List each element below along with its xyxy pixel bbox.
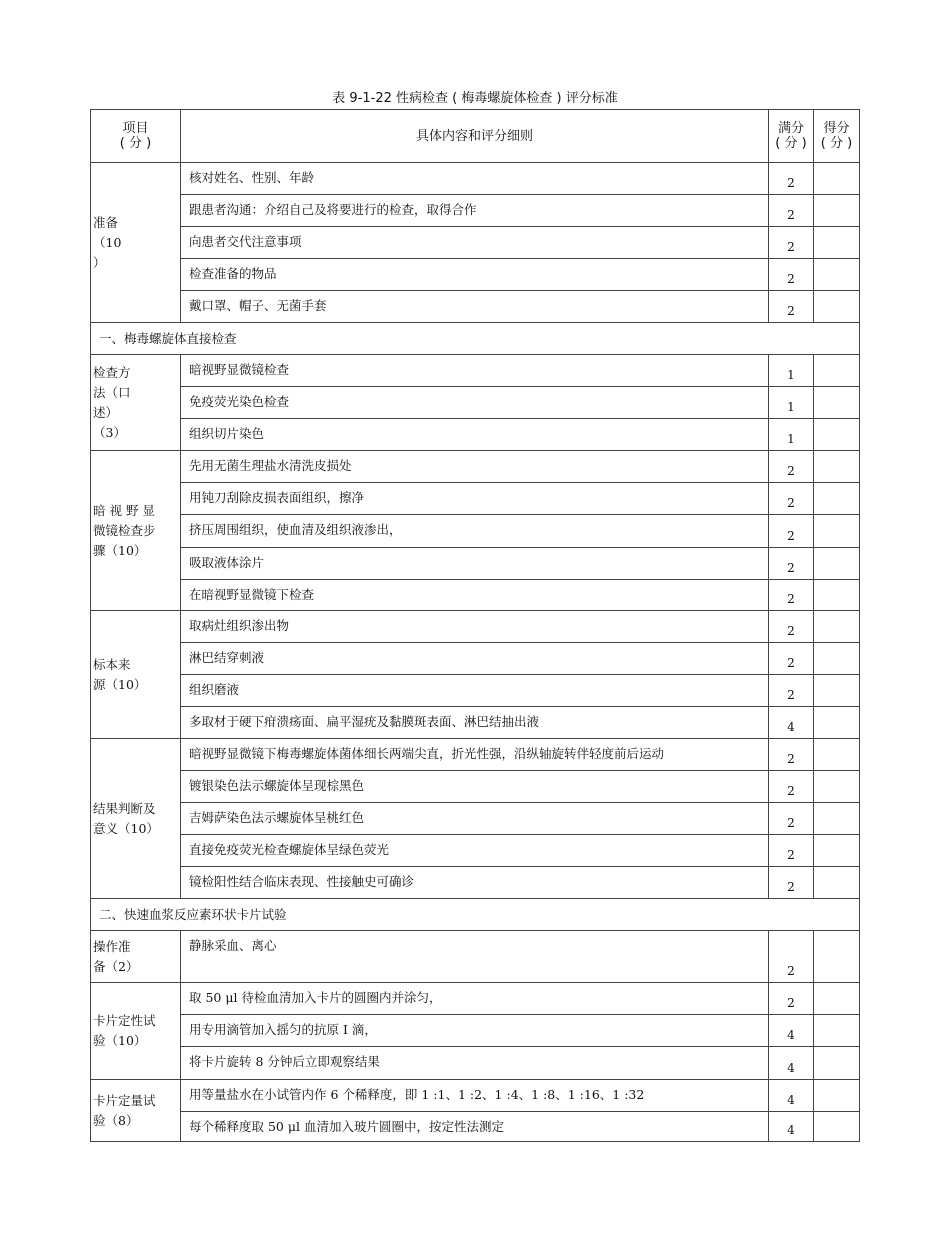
- table-row: [91, 1080, 860, 1112]
- header-item: [91, 110, 181, 163]
- item-label: 卡片定量试 验（8）: [93, 1092, 156, 1128]
- table-row: [91, 580, 860, 611]
- full-score-cell: 2: [769, 983, 814, 1015]
- header-got-score: [814, 110, 860, 163]
- got-score-cell: [814, 387, 860, 419]
- full-score-cell: 1: [769, 387, 814, 419]
- got-score-cell: [814, 739, 860, 771]
- criteria-cell: 跟患者沟通：介绍自己及将要进行的检查，取得合作: [181, 195, 769, 227]
- full-score-cell: 2: [769, 483, 814, 515]
- item-cell: [91, 611, 181, 739]
- full-score-cell: 2: [769, 739, 814, 771]
- table-row: [91, 675, 860, 707]
- full-score-cell: 2: [769, 771, 814, 803]
- table-row: [91, 983, 860, 1015]
- full-score-cell: 4: [769, 1047, 814, 1080]
- full-score-cell: 2: [769, 675, 814, 707]
- table-row: [91, 483, 860, 515]
- got-score-cell: [814, 643, 860, 675]
- got-score-cell: [814, 451, 860, 483]
- table-caption: 表 9-1-22 性病检查 ( 梅毒螺旋体检查 ) 评分标准: [332, 91, 618, 106]
- full-score-cell: 2: [769, 611, 814, 643]
- criteria-cell: 暗视野显微镜下梅毒螺旋体菌体细长两端尖直，折光性强，沿纵轴旋转伴轻度前后运动: [181, 739, 769, 771]
- got-score-cell: [814, 1047, 860, 1080]
- got-score-cell: [814, 1015, 860, 1047]
- section-row: [91, 899, 860, 931]
- header-content: [181, 110, 769, 163]
- table-row: [91, 387, 860, 419]
- table-row: [91, 291, 860, 323]
- full-score-cell: 2: [769, 163, 814, 195]
- table-body: [91, 163, 860, 1142]
- table-row: [91, 739, 860, 771]
- table-row: [91, 451, 860, 483]
- criteria-cell: 镜检阳性结合临床表现、性接触史可确诊: [181, 867, 769, 899]
- got-score-cell: [814, 707, 860, 739]
- got-score-cell: [814, 163, 860, 195]
- got-score-cell: [814, 548, 860, 580]
- criteria-cell: 静脉采血、离心: [181, 931, 769, 983]
- full-score-cell: 2: [769, 931, 814, 983]
- item-label: 准备 （10 ）: [93, 214, 122, 270]
- table-row: [91, 1112, 860, 1142]
- full-score-cell: 1: [769, 355, 814, 387]
- criteria-cell: 在暗视野显微镜下检查: [181, 580, 769, 611]
- criteria-cell: 淋巴结穿刺液: [181, 643, 769, 675]
- full-score-cell: 2: [769, 548, 814, 580]
- item-cell: [91, 931, 181, 983]
- criteria-cell: 检查准备的物品: [181, 259, 769, 291]
- got-score-cell: [814, 195, 860, 227]
- full-score-cell: 2: [769, 451, 814, 483]
- item-cell: [91, 739, 181, 899]
- got-score-cell: [814, 983, 860, 1015]
- table-row: [91, 163, 860, 195]
- item-label: 操作准 备（2）: [93, 938, 139, 974]
- criteria-cell: 吸取液体涂片: [181, 548, 769, 580]
- item-cell: [91, 983, 181, 1080]
- full-score-cell: 2: [769, 227, 814, 259]
- criteria-cell: 镀银染色法示螺旋体呈现棕黑色: [181, 771, 769, 803]
- table-row: [91, 195, 860, 227]
- section-title: 一、梅毒螺旋体直接检查: [91, 323, 860, 355]
- header-got-label: 得分 ( 分 ): [820, 121, 853, 151]
- got-score-cell: [814, 1112, 860, 1142]
- criteria-cell: 每个稀释度取 50 μl 血清加入玻片圆圈中，按定性法测定: [181, 1112, 769, 1142]
- header-full-label: 满分 ( 分 ): [775, 121, 807, 151]
- got-score-cell: [814, 227, 860, 259]
- got-score-cell: [814, 835, 860, 867]
- got-score-cell: [814, 675, 860, 707]
- table-row: [91, 643, 860, 675]
- section-row: [91, 323, 860, 355]
- item-cell: [91, 355, 181, 451]
- criteria-cell: 用钝刀刮除皮损表面组织，擦净: [181, 483, 769, 515]
- criteria-cell: 戴口罩、帽子、无菌手套: [181, 291, 769, 323]
- criteria-cell: 将卡片旋转 8 分钟后立即观察结果: [181, 1047, 769, 1080]
- table-row: [91, 835, 860, 867]
- table-row: [91, 227, 860, 259]
- item-label: 标本来 源（10）: [93, 656, 147, 692]
- full-score-cell: 2: [769, 259, 814, 291]
- got-score-cell: [814, 419, 860, 451]
- full-score-cell: 2: [769, 803, 814, 835]
- table-row: [91, 355, 860, 387]
- table-row: [91, 548, 860, 580]
- full-score-cell: 4: [769, 707, 814, 739]
- table-row: [91, 611, 860, 643]
- criteria-cell: 取 50 μl 待检血清加入卡片的圆圈内并涂匀，: [181, 983, 769, 1015]
- table-row: [91, 1047, 860, 1080]
- full-score-cell: 1: [769, 419, 814, 451]
- criteria-cell: 核对姓名、性别、年龄: [181, 163, 769, 195]
- criteria-cell: 组织切片染色: [181, 419, 769, 451]
- table-row: [91, 707, 860, 739]
- full-score-cell: 4: [769, 1080, 814, 1112]
- criteria-cell: 用专用滴管加入摇匀的抗原 I 滴，: [181, 1015, 769, 1047]
- criteria-cell: 吉姆萨染色法示螺旋体呈桃红色: [181, 803, 769, 835]
- section-title: 二、快速血浆反应素环状卡片试验: [91, 899, 860, 931]
- item-label: 暗 视 野 显 微镜检查步 骤（10）: [93, 502, 156, 558]
- criteria-cell: 取病灶组织渗出物: [181, 611, 769, 643]
- full-score-cell: 4: [769, 1112, 814, 1142]
- full-score-cell: 2: [769, 643, 814, 675]
- criteria-cell: 用等量盐水在小试管内作 6 个稀释度，即 1 :1、1 :2、1 :4、1 :8、1 :16、1 :32: [181, 1080, 769, 1112]
- got-score-cell: [814, 259, 860, 291]
- got-score-cell: [814, 611, 860, 643]
- header-full-score: [769, 110, 814, 163]
- full-score-cell: 2: [769, 515, 814, 548]
- item-label: 检查方 法（口 述） （3）: [93, 364, 131, 440]
- full-score-cell: 2: [769, 291, 814, 323]
- criteria-cell: 先用无菌生理盐水清洗皮损处: [181, 451, 769, 483]
- header-content-label: 具体内容和评分细则: [415, 128, 533, 144]
- full-score-cell: 2: [769, 867, 814, 899]
- criteria-cell: 免疫荧光染色检查: [181, 387, 769, 419]
- criteria-cell: 向患者交代注意事项: [181, 227, 769, 259]
- table-row: [91, 771, 860, 803]
- item-cell: [91, 451, 181, 611]
- got-score-cell: [814, 355, 860, 387]
- criteria-cell: 组织磨液: [181, 675, 769, 707]
- table-row: [91, 931, 860, 983]
- scoring-table: [90, 109, 860, 1142]
- criteria-cell: 直接免疫荧光检查螺旋体呈绿色荧光: [181, 835, 769, 867]
- full-score-cell: 4: [769, 1015, 814, 1047]
- got-score-cell: [814, 483, 860, 515]
- full-score-cell: 2: [769, 580, 814, 611]
- got-score-cell: [814, 803, 860, 835]
- table-row: [91, 803, 860, 835]
- got-score-cell: [814, 931, 860, 983]
- table-row: [91, 867, 860, 899]
- got-score-cell: [814, 291, 860, 323]
- got-score-cell: [814, 867, 860, 899]
- got-score-cell: [814, 580, 860, 611]
- item-label: 结果判断及 意义（10）: [93, 800, 159, 836]
- criteria-cell: 挤压周围组织，使血清及组织液渗出，: [181, 515, 769, 548]
- item-cell: [91, 163, 181, 323]
- table-row: [91, 515, 860, 548]
- table-row: [91, 419, 860, 451]
- table-row: [91, 259, 860, 291]
- item-cell: [91, 1080, 181, 1142]
- got-score-cell: [814, 771, 860, 803]
- criteria-cell: 暗视野显微镜检查: [181, 355, 769, 387]
- item-label: 卡片定性试 验（10）: [93, 1013, 156, 1048]
- header-item-label: 项目 ( 分 ): [119, 121, 152, 151]
- full-score-cell: 2: [769, 835, 814, 867]
- got-score-cell: [814, 515, 860, 548]
- full-score-cell: 2: [769, 195, 814, 227]
- table-row: [91, 1015, 860, 1047]
- got-score-cell: [814, 1080, 860, 1112]
- criteria-cell: 多取材于硬下疳溃疡面、扁平湿疣及黏膜斑表面、淋巴结抽出液: [181, 707, 769, 739]
